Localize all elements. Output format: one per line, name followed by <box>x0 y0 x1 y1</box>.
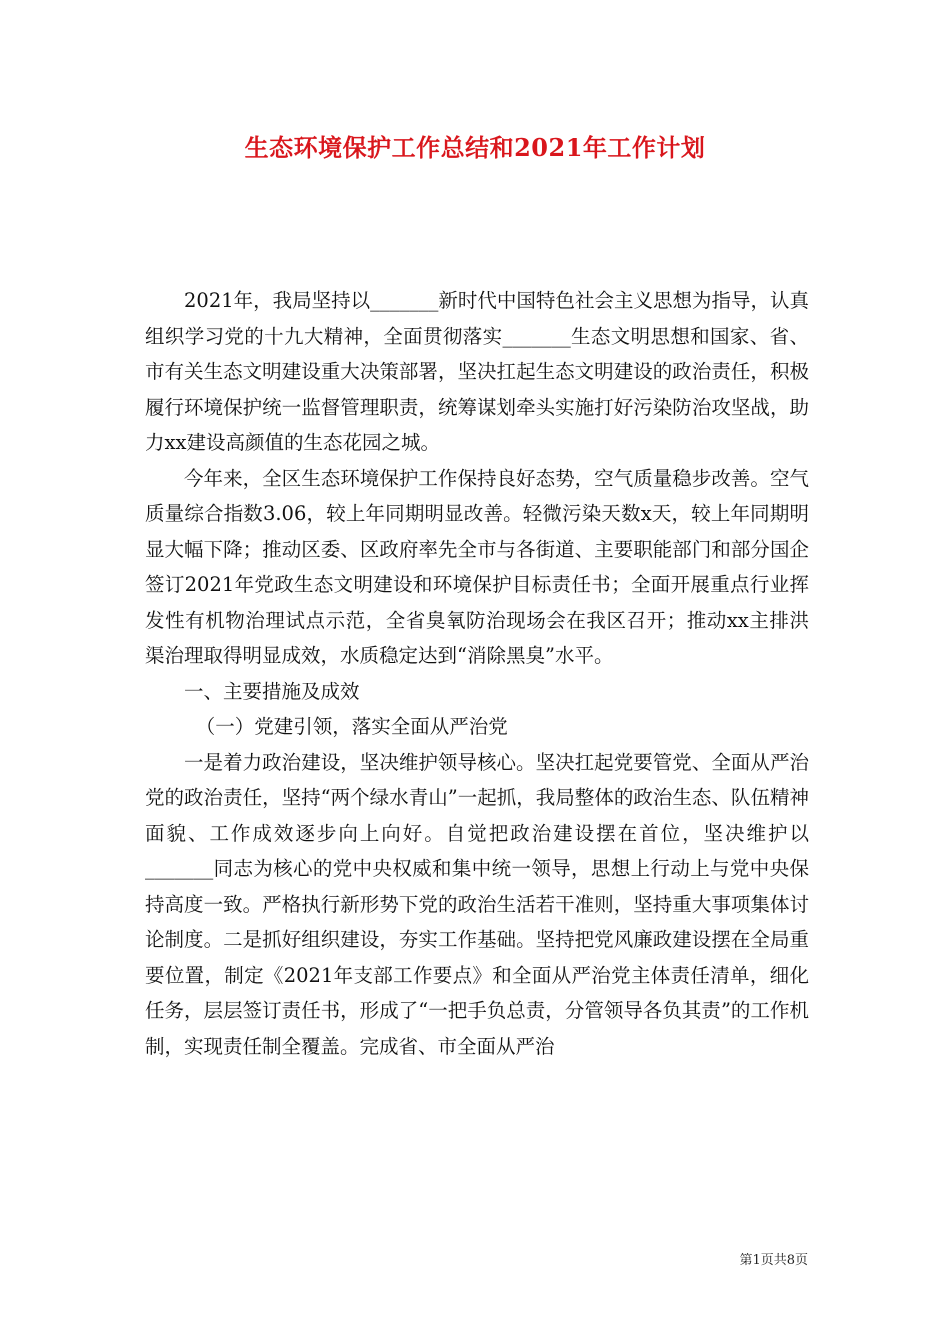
document-body <box>145 283 809 1064</box>
intro-paragraph: 2021年，我局坚持以_______新时代中国特色社会主义思想为指导，认真组织学习党的十九大精神，全面贯彻落实_______生态文明思想和国家、省、市有关生态文明建设重大决策部署，坚决扛起生态文明建设的政治责任，积极履行环境保护统一监督管理职责，统筹谋划牵头实施打好污染防治攻坚战，助力xx建设高颜值的生态花园之城。 <box>145 289 809 454</box>
subsection-paragraph: 一是着力政治建设，坚决维护领导核心。坚决扛起党要管党、全面从严治党的政治责任，坚持“两个绿水青山”一起抓，我局整体的政治生态、队伍精神面貌、工作成效逐步向上向好。自觉把政治建设摆在首位，坚决维护以_______同志为核心的党中央权威和集中统一领导，思想上行动上与党中央保持高度一致。严格执行新形势下党的政治生活若干准则，坚持重大事项集体讨论制度。二是抓好组织建设，夯实工作基础。坚持把党风廉政建设摆在全局重要位置，制定《2021年支部工作要点》和全面从严治党主体责任清单，细化任务，层层签订责任书，形成了“一把手负总责，分管领导各负其责”的工作机制，实现责任制全覆盖。完成省、市全面从严治 <box>145 750 809 1058</box>
subsection-heading: （一）党建引领，落实全面从严治党 <box>195 715 508 738</box>
section-heading: 一、主要措施及成效 <box>184 679 360 703</box>
page-number: 第1页共8页 <box>739 1253 808 1268</box>
summary-paragraph: 今年来，全区生态环境保护工作保持良好态势，空气质量稳步改善。空气质量综合指数3.06，较上年同期明显改善。轻微污染天数x天，较上年同期明显大幅下降；推动区委、区政府率先全市与各街道、主要职能部门和部分国企签订2021年党政生态文明建设和环境保护目标责任书；全面开展重点行业挥发性有机物治理试点示范，全省臭氧防治现场会在我区召开；推动xx主排洪渠治理取得明显成效，水质稳定达到“消除黑臭”水平。 <box>145 466 809 667</box>
document-title: 生态环境保护工作总结和2021年工作计划 <box>244 133 706 162</box>
